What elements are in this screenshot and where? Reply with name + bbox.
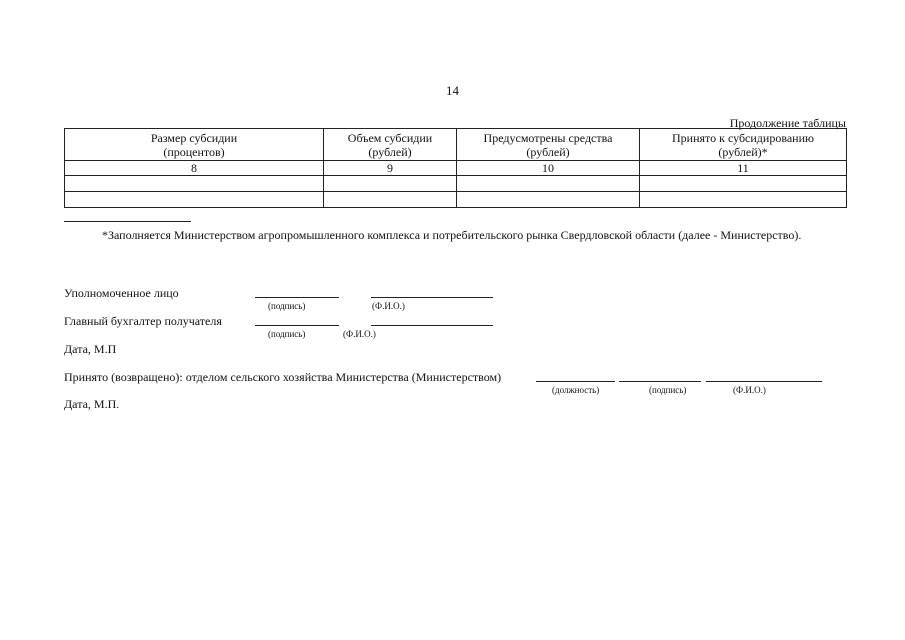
header-unit: (процентов) <box>163 144 225 159</box>
accepted-name-line <box>706 381 822 382</box>
header-subsidy-percent <box>65 129 324 161</box>
accepted-signature-line <box>619 381 701 382</box>
accountant-name-line <box>371 325 493 326</box>
signature-caption: (подпись) <box>268 301 306 311</box>
page-number: 14 <box>446 83 459 98</box>
header-unit: (рублей)* <box>718 144 768 159</box>
date-stamp-label-2: Дата, М.П. <box>64 397 120 411</box>
signature-caption: (подпись) <box>268 329 306 339</box>
header-line: Объем субсидии <box>347 130 433 145</box>
chief-accountant-label: Главный бухгалтер получателя <box>64 314 222 328</box>
column-number: 9 <box>324 161 457 176</box>
header-unit: (рублей) <box>526 144 570 159</box>
name-caption: (Ф.И.О.) <box>372 301 405 311</box>
column-number: 8 <box>65 161 324 176</box>
header-funds-provided <box>457 129 640 161</box>
table-header-row <box>65 129 847 161</box>
accountant-signature-line <box>255 325 339 326</box>
header-line: Размер субсидии <box>150 130 238 145</box>
table-row <box>65 192 847 208</box>
authorized-signature-line <box>255 297 339 298</box>
header-line: Принято к субсидированию <box>672 130 814 145</box>
column-number: 10 <box>457 161 640 176</box>
table-cell <box>324 192 457 208</box>
table-cell <box>457 192 640 208</box>
position-caption: (должность) <box>552 385 600 395</box>
name-caption: (Ф.И.О.) <box>733 385 766 395</box>
header-line: Предусмотрены средства <box>483 130 613 145</box>
footnote-text: *Заполняется Министерством агропромышленного комплекса и потребительского рынка Свердловской области (далее - Министерство). <box>102 228 802 242</box>
date-stamp-label: Дата, М.П <box>64 342 117 356</box>
accepted-by-label: Принято (возвращено): отделом сельского хозяйства Министерства (Министерством) <box>64 370 502 384</box>
footnote-separator <box>64 221 191 222</box>
table-cell <box>65 176 324 192</box>
table-row <box>65 176 847 192</box>
table-continuation-label: Продолжение таблицы <box>729 116 846 130</box>
authorized-person-label: Уполномоченное лицо <box>64 286 179 300</box>
column-number: 11 <box>640 161 847 176</box>
name-caption: (Ф.И.О.) <box>343 329 376 339</box>
table-cell <box>640 176 847 192</box>
position-line <box>536 381 615 382</box>
header-unit: (рублей) <box>368 144 412 159</box>
table-cell <box>324 176 457 192</box>
table-cell <box>65 192 324 208</box>
header-accepted-subsidy <box>640 129 847 161</box>
subsidy-table <box>64 128 847 208</box>
signature-caption: (подпись) <box>649 385 687 395</box>
table-cell <box>640 192 847 208</box>
column-number-row <box>65 161 847 176</box>
table-cell <box>457 176 640 192</box>
authorized-name-line <box>371 297 493 298</box>
header-subsidy-volume <box>324 129 457 161</box>
